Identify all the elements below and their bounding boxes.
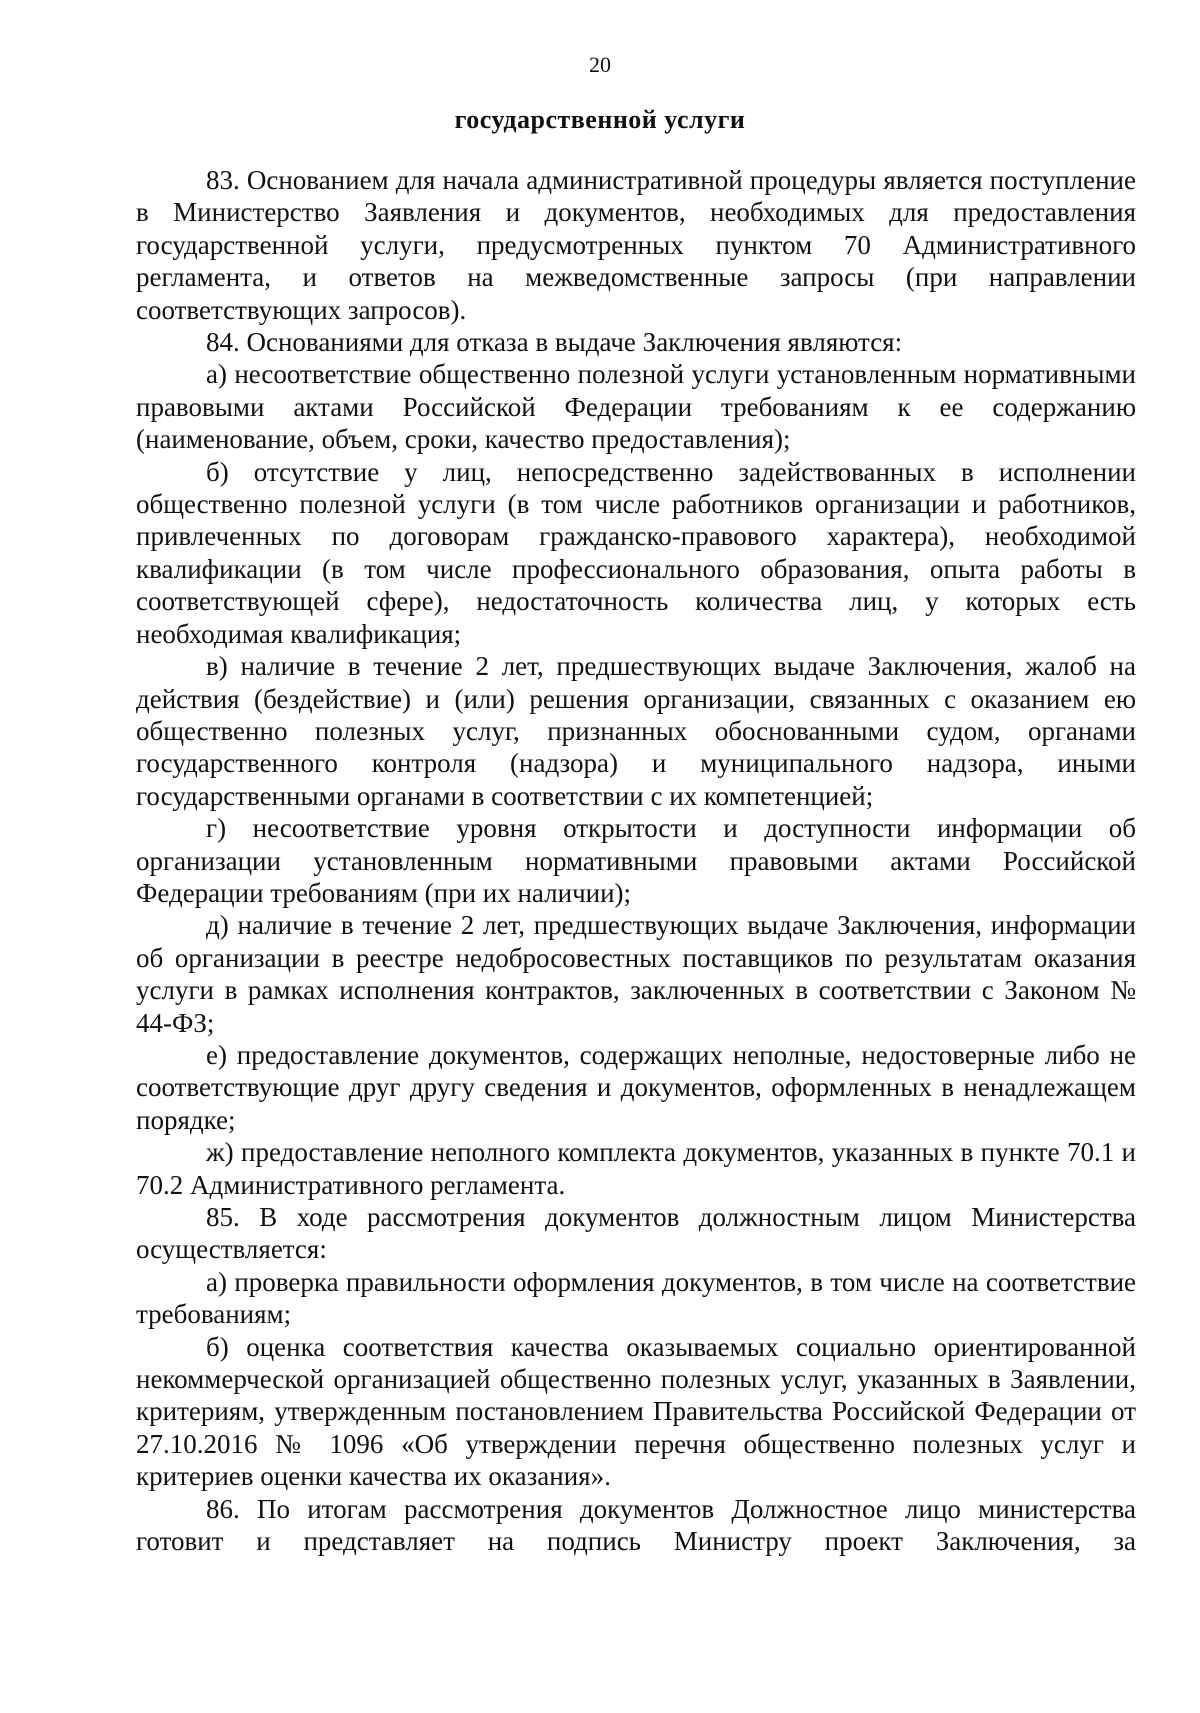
paragraph-84-v: в) наличие в течение 2 лет, предшествующих выдаче Заключения, жалоб на действия (бездействие) и (или) решения организации, связанных с оказанием ею общественно полезных услуг, признанных обоснованными судом, органами государственного контроля (надзора) и муниципального надзора, иными государственными органами в соответствии с их компетенцией; <box>136 651 1136 811</box>
paragraph-85: 85. В ходе рассмотрения документов должностным лицом Министерства осуществляется: <box>136 1202 1136 1265</box>
page-number: 20 <box>589 52 611 77</box>
document-body <box>136 164 1136 1557</box>
paragraph-84-b: б) отсутствие у лиц, непосредственно задействованных в исполнении общественно полезной услуги (в том числе работников организации и работников, привлеченных по договорам гражданско-правового характера), необходимой квалификации (в том числе профессионального образования, опыта работы в соответствующей сфере), недостаточность количества лиц, у которых есть необходимая квалификация; <box>136 456 1136 649</box>
paragraph-84-d: д) наличие в течение 2 лет, предшествующих выдаче Заключения, информации об организации в реестре недобросовестных поставщиков по результатам оказания услуги в рамках исполнения контрактов, заключенных в соответствии с Законом № 44-ФЗ; <box>136 910 1136 1038</box>
paragraph-86: 86. По итогам рассмотрения документов Должностное лицо министерства готовит и представляет на подпись Министру проект Заключения, за <box>136 1493 1136 1557</box>
paragraph-84-g: г) несоответствие уровня открытости и доступности информации об организации установленным нормативными правовыми актами Российской Федерации требованиям (при их наличии); <box>136 813 1136 908</box>
paragraph-84-zh: ж) предоставление неполного комплекта документов, указанных в пункте 70.1 и 70.2 Административного регламента. <box>136 1137 1136 1200</box>
paragraph-85-a: а) проверка правильности оформления документов, в том числе на соответствие требованиям; <box>136 1266 1136 1330</box>
section-heading: государственной услуги <box>454 105 746 134</box>
paragraph-83: 83. Основанием для начала административной процедуры является поступление в Министерство Заявления и документов, необходимых для предоставления государственной услуги, предусмотренных пунктом 70 Административного регламента, и ответов на межведомственные запросы (при направлении соответствующих запросов). <box>136 165 1136 325</box>
paragraph-84-e: е) предоставление документов, содержащих неполные, недостоверные либо не соответствующие друг другу сведения и документов, оформленных в ненадлежащем порядке; <box>136 1039 1136 1135</box>
paragraph-84-a: а) несоответствие общественно полезной услуги установленным нормативными правовыми актами Российской Федерации требованиям к ее содержанию (наименование, объем, сроки, качество предоставления); <box>136 359 1136 455</box>
paragraph-85-b: б) оценка соответствия качества оказываемых социально ориентированной некоммерческой организацией общественно полезных услуг, указанных в Заявлении, критериям, утвержденным постановлением Правительства Российской Федерации от 27.10.2016 № 1096 «Об утверждении перечня общественно полезных услуг и критериев оценки качества их оказания». <box>136 1331 1136 1492</box>
paragraph-84: 84. Основаниями для отказа в выдаче Заключения являются: <box>206 327 903 358</box>
